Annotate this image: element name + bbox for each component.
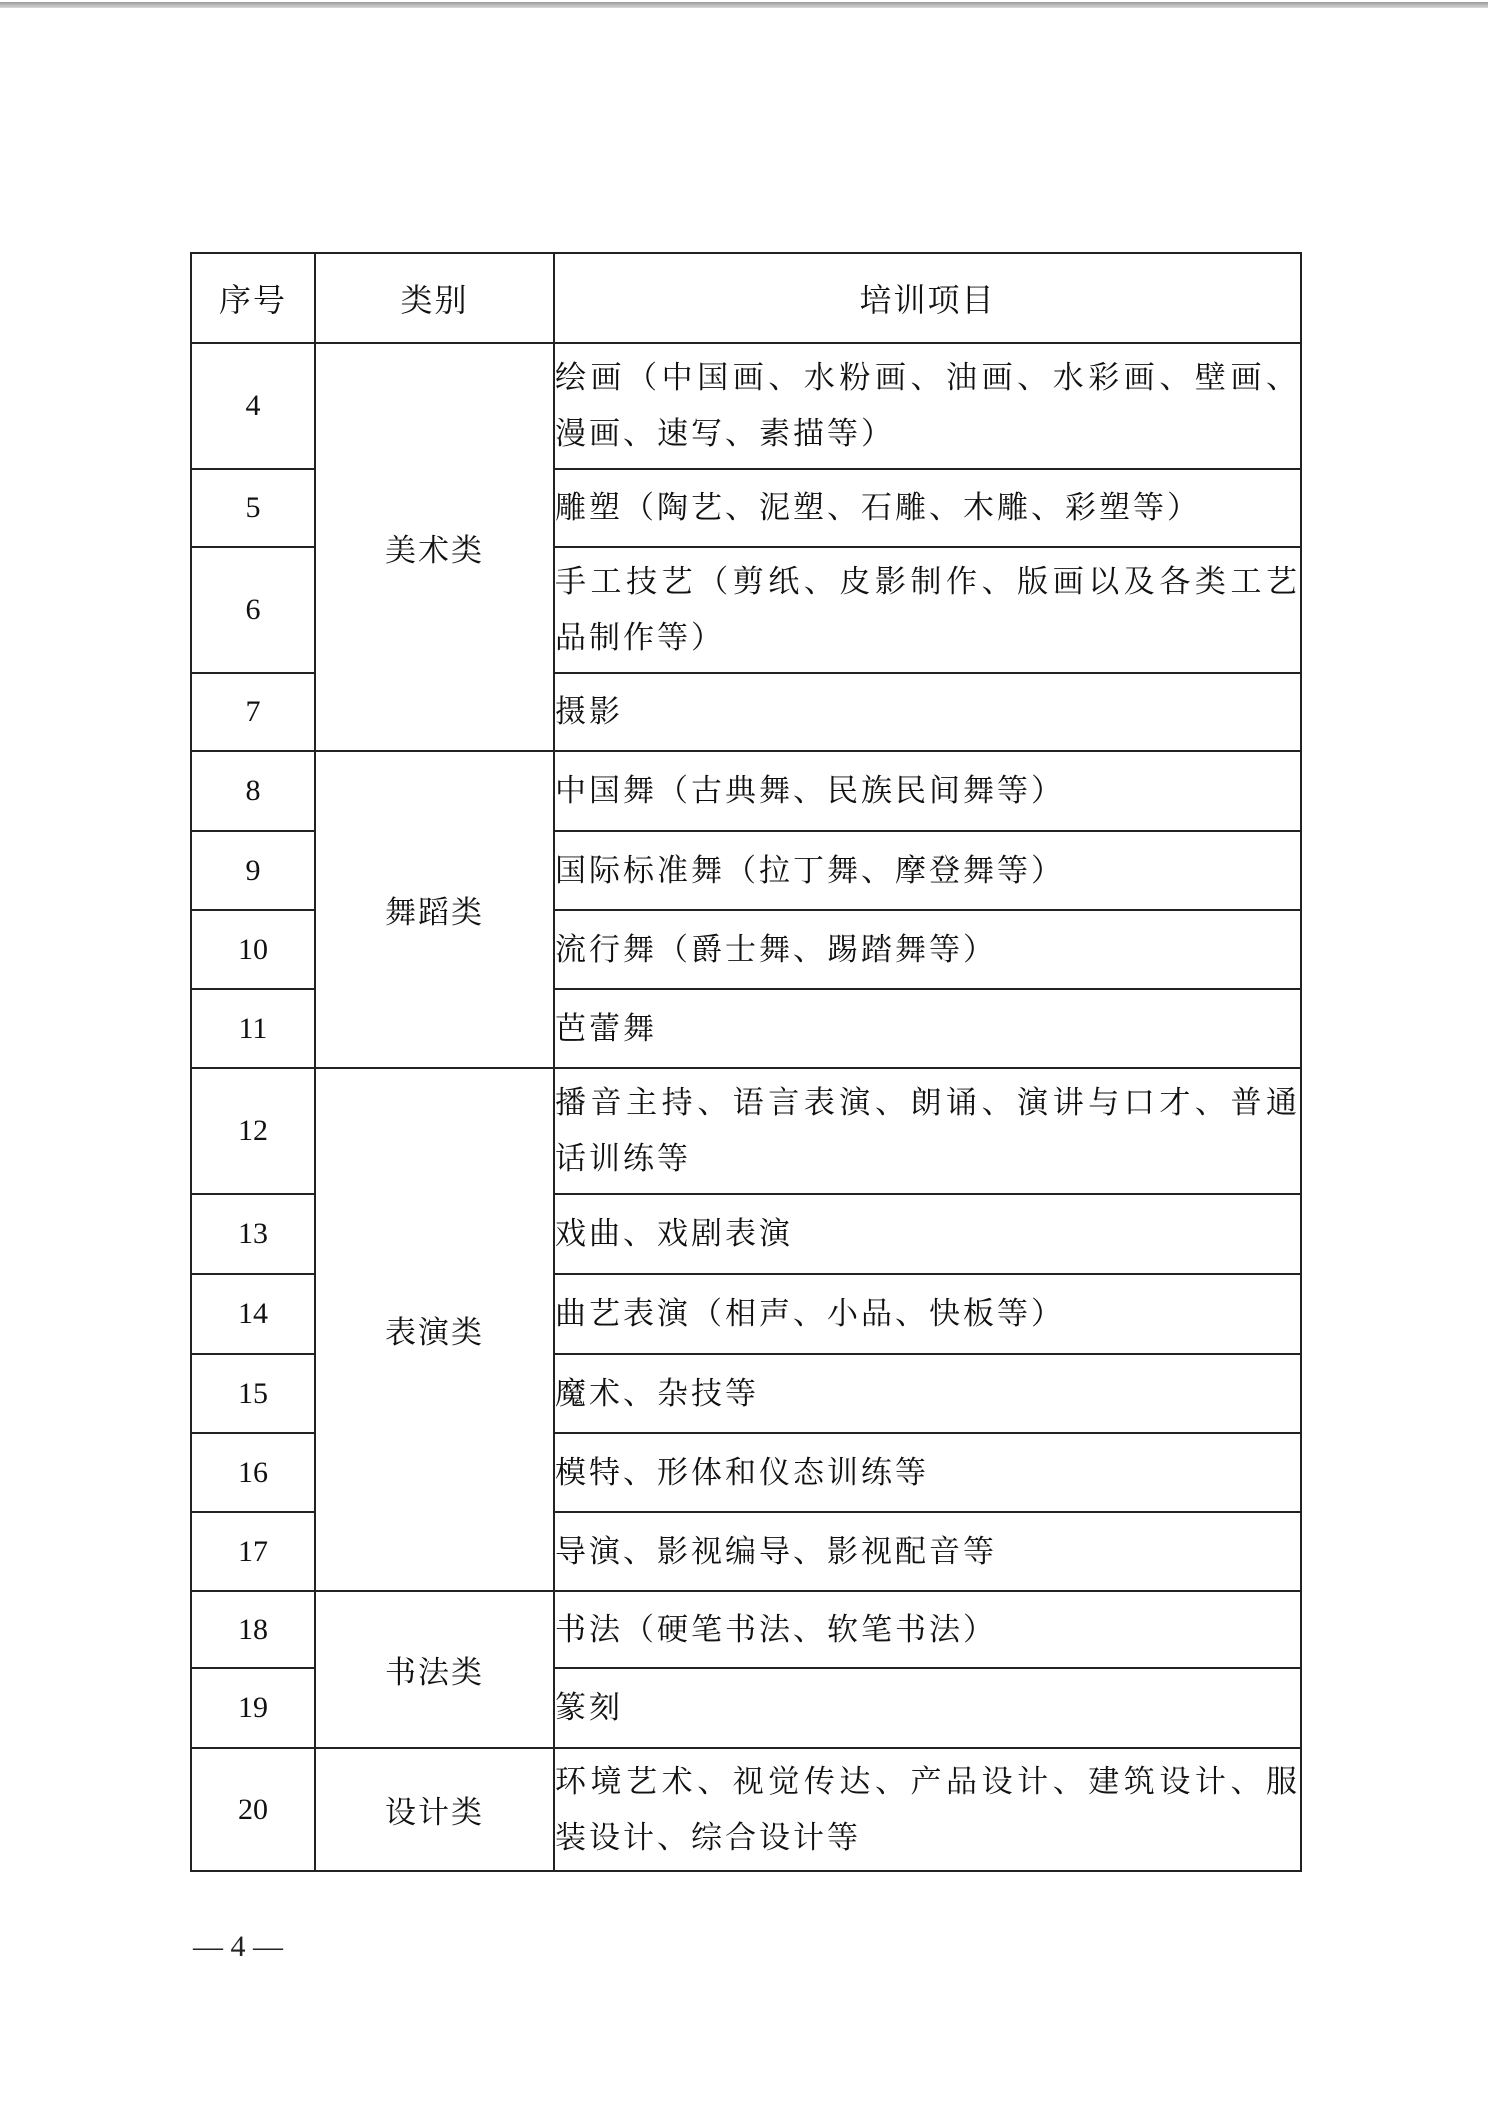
category-cell: 书法类 [315, 1591, 554, 1748]
row-num: 7 [191, 673, 315, 751]
table-row [191, 1748, 1301, 1871]
row-item: 播音主持、语言表演、朗诵、演讲与口才、普通话训练等 [554, 1068, 1301, 1194]
row-num: 13 [191, 1194, 315, 1274]
table-row [191, 1591, 1301, 1668]
row-item: 流行舞（爵士舞、踢踏舞等） [554, 910, 1301, 989]
row-item: 绘画（中国画、水粉画、油画、水彩画、壁画、漫画、速写、素描等） [554, 343, 1301, 469]
row-item: 环境艺术、视觉传达、产品设计、建筑设计、服装设计、综合设计等 [554, 1748, 1301, 1871]
row-num: 19 [191, 1668, 315, 1748]
row-num: 12 [191, 1068, 315, 1194]
category-cell: 设计类 [315, 1748, 554, 1871]
row-num: 17 [191, 1512, 315, 1591]
row-num: 10 [191, 910, 315, 989]
row-item: 手工技艺（剪纸、皮影制作、版画以及各类工艺品制作等） [554, 547, 1301, 673]
row-num: 14 [191, 1274, 315, 1354]
row-item: 摄影 [554, 673, 1301, 751]
table-row [191, 1068, 1301, 1194]
table-header-row [191, 253, 1301, 343]
table-row [191, 343, 1301, 469]
header-category: 类别 [315, 253, 554, 343]
training-items-table [190, 252, 1302, 1872]
row-item: 模特、形体和仪态训练等 [554, 1433, 1301, 1512]
row-item: 中国舞（古典舞、民族民间舞等） [554, 751, 1301, 831]
row-num: 20 [191, 1748, 315, 1871]
row-num: 6 [191, 547, 315, 673]
row-item: 戏曲、戏剧表演 [554, 1194, 1301, 1274]
row-num: 8 [191, 751, 315, 831]
category-cell: 美术类 [315, 343, 554, 751]
row-item: 书法（硬笔书法、软笔书法） [554, 1591, 1301, 1668]
row-item: 雕塑（陶艺、泥塑、石雕、木雕、彩塑等） [554, 469, 1301, 547]
row-item: 篆刻 [554, 1668, 1301, 1748]
table-row [191, 751, 1301, 831]
row-num: 4 [191, 343, 315, 469]
header-item: 培训项目 [554, 253, 1301, 343]
page-number: — 4 — [193, 1930, 283, 1963]
scan-top-edge [0, 2, 1488, 8]
row-num: 5 [191, 469, 315, 547]
category-cell: 舞蹈类 [315, 751, 554, 1068]
row-num: 18 [191, 1591, 315, 1668]
category-cell: 表演类 [315, 1068, 554, 1591]
header-num: 序号 [191, 253, 315, 343]
row-item: 魔术、杂技等 [554, 1354, 1301, 1433]
row-num: 9 [191, 831, 315, 910]
row-item: 国际标准舞（拉丁舞、摩登舞等） [554, 831, 1301, 910]
row-item: 芭蕾舞 [554, 989, 1301, 1068]
row-num: 11 [191, 989, 315, 1068]
row-num: 16 [191, 1433, 315, 1512]
row-num: 15 [191, 1354, 315, 1433]
row-item: 曲艺表演（相声、小品、快板等） [554, 1274, 1301, 1354]
row-item: 导演、影视编导、影视配音等 [554, 1512, 1301, 1591]
